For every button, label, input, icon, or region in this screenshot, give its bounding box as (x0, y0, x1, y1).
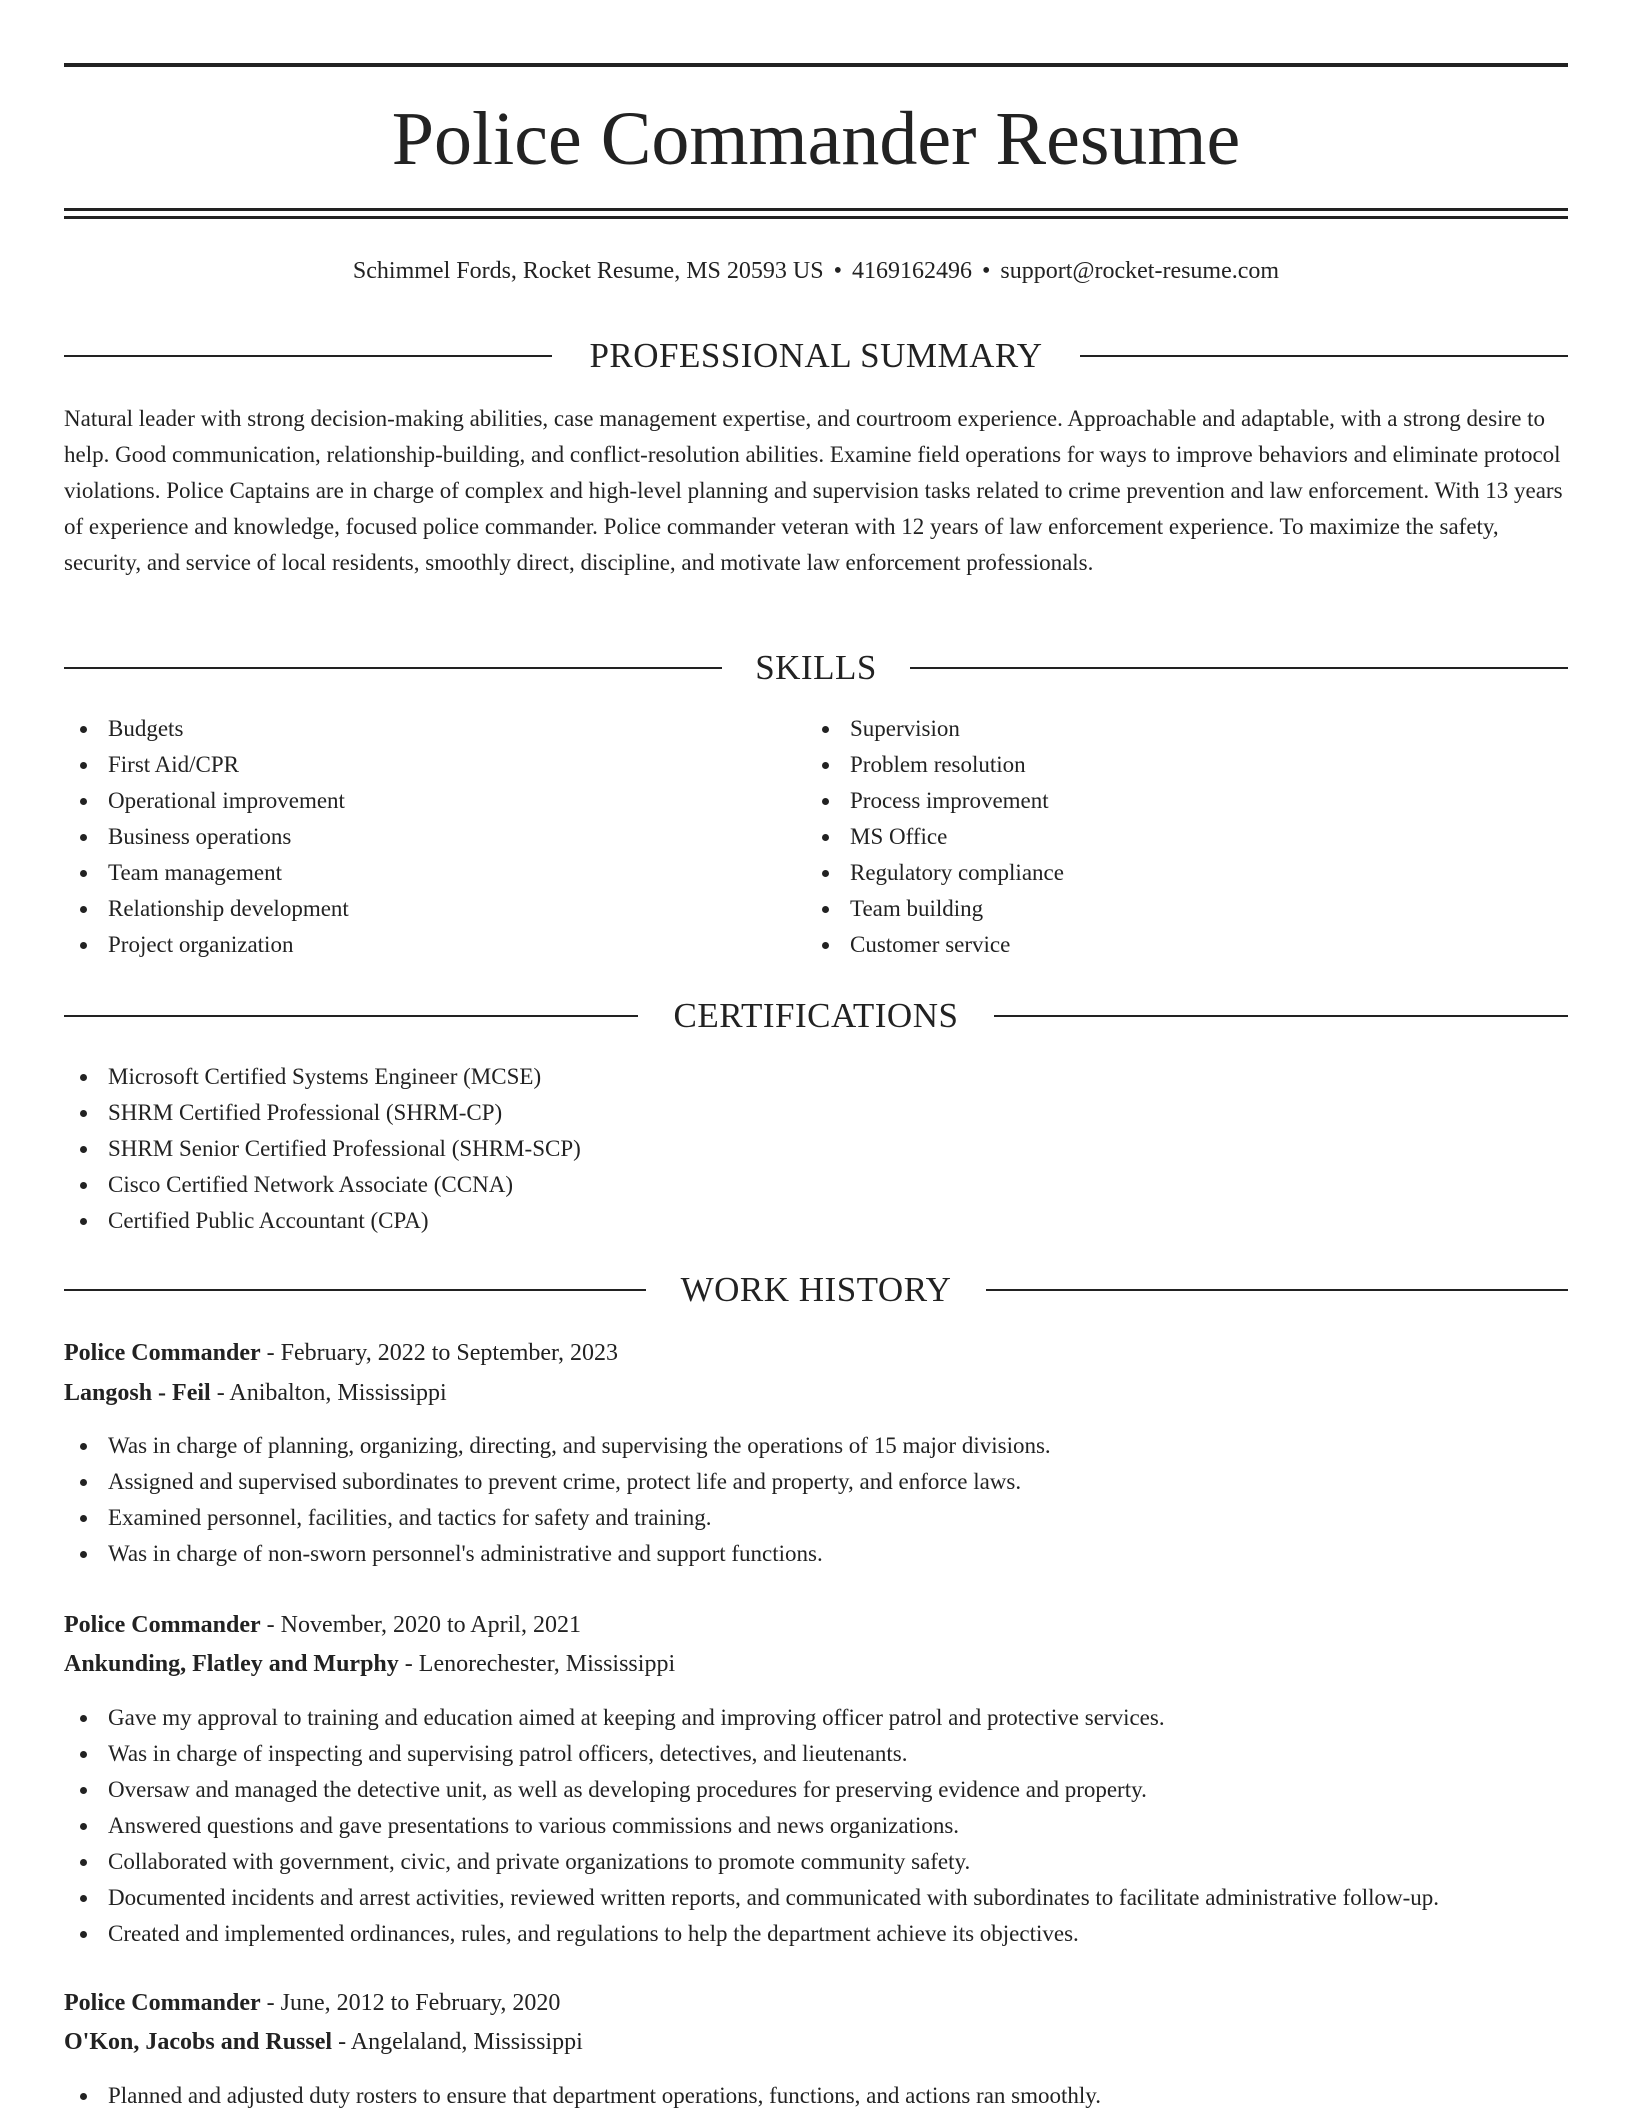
dash: - (260, 1612, 281, 1638)
job-company-line (64, 1647, 675, 1681)
job-bullet: Created and implemented ordinances, rules, and regulations to help the department achieve its objectives. (64, 1916, 1439, 1952)
job-bullet: Was in charge of inspecting and supervising patrol officers, detectives, and lieutenants. (64, 1736, 1439, 1772)
dash: - (398, 1651, 419, 1677)
job-dates: June, 2012 to February, 2020 (280, 1990, 561, 2016)
job-dates: November, 2020 to April, 2021 (280, 1612, 581, 1638)
job-bullet: Was in charge of planning, organizing, directing, and supervising the operations of 15 major divisions. (64, 1428, 1051, 1464)
summary-text: Natural leader with strong decision-making abilities, case management expertise, and courtroom experience. Approachable and adaptable, with a strong desire to help. Good communication, relationship-building, and conflict-resolution abilities. Examine field operations for ways to improve behaviors and eliminate protocol violations. Police Captains are in charge of complex and high-level planning and supervision tasks related to crime prevention and law enforcement. With 13 years of experience and knowledge, focused police commander. Police commander veteran with 12 years of law enforcement experience. To maximize the safety, security, and service of local residents, smoothly direct, discipline, and motivate law enforcement professionals. (64, 406, 1563, 575)
job-company-line (64, 1376, 447, 1410)
certification-item: Cisco Certified Network Associate (CCNA) (64, 1167, 581, 1203)
job-company: O'Kon, Jacobs and Russel (64, 2029, 333, 2055)
dash: - (332, 2029, 351, 2055)
job-company: Langosh - Feil (64, 1380, 211, 1406)
skills-heading: SKILLS (755, 648, 877, 687)
skill-item: MS Office (806, 819, 1064, 855)
title-double-rule-bottom (64, 216, 1568, 219)
skill-item: First Aid/CPR (64, 747, 349, 783)
work-history-section-header (64, 1268, 1568, 1312)
job-bullet: Documented incidents and arrest activities, reviewed written reports, and communicated with subordinates to facilitate administrative follow-up. (64, 1880, 1439, 1916)
job-title: Police Commander (64, 1990, 261, 2016)
job-bullets (64, 1700, 1439, 1952)
skill-item: Budgets (64, 711, 349, 747)
job-company: Ankunding, Flatley and Murphy (64, 1651, 399, 1677)
job-bullet: Assigned and supervised subordinates to prevent crime, protect life and property, and enforce laws. (64, 1464, 1051, 1500)
dash: - (210, 1380, 230, 1406)
job-bullet: Answered questions and gave presentations to various commissions and news organizations. (64, 1808, 1439, 1844)
title-double-rule-top (64, 208, 1568, 211)
certifications-heading: CERTIFICATIONS (673, 996, 959, 1035)
summary-heading: PROFESSIONAL SUMMARY (589, 336, 1043, 375)
skill-item: Problem resolution (806, 747, 1064, 783)
skill-item: Supervision (806, 711, 1064, 747)
skill-item: Relationship development (64, 891, 349, 927)
page-title: Police Commander Resume (391, 97, 1241, 181)
job-location: Angelaland, Mississippi (350, 2029, 583, 2055)
contact-line (64, 255, 1568, 287)
job-bullet: Was in charge of non-sworn personnel's administrative and support functions. (64, 1536, 1051, 1572)
job-company-line (64, 2025, 583, 2059)
summary-section-header (64, 334, 1568, 378)
job-title-line (64, 1608, 581, 1642)
skills-list-right (806, 711, 1064, 963)
skill-item: Business operations (64, 819, 349, 855)
skill-item: Customer service (806, 927, 1064, 963)
skills-section-header (64, 646, 1568, 690)
job-bullet: Collaborated with government, civic, and private organizations to promote community safety. (64, 1844, 1439, 1880)
certifications-list (64, 1059, 581, 1239)
job-bullet: Oversaw and managed the detective unit, as well as developing procedures for preserving evidence and property. (64, 1772, 1439, 1808)
skill-item: Project organization (64, 927, 349, 963)
dash: - (260, 1990, 281, 2016)
skill-item: Process improvement (806, 783, 1064, 819)
job-bullet: Gave my approval to training and education aimed at keeping and improving officer patrol and protective services. (64, 1700, 1439, 1736)
job-bullet: Planned and adjusted duty rosters to ensure that department operations, functions, and actions ran smoothly. (64, 2078, 1101, 2114)
job-dates: February, 2022 to September, 2023 (280, 1340, 619, 1366)
job-title: Police Commander (64, 1340, 261, 1366)
job-title: Police Commander (64, 1612, 261, 1638)
work-history-heading: WORK HISTORY (680, 1270, 952, 1309)
job-title-line (64, 1336, 618, 1370)
contact-separator: • (981, 258, 991, 284)
contact-address: Schimmel Fords, Rocket Resume, MS 20593 US (352, 258, 824, 284)
job-location: Anibalton, Mississippi (229, 1380, 447, 1406)
skill-item: Regulatory compliance (806, 855, 1064, 891)
skill-item: Team management (64, 855, 349, 891)
contact-separator: • (833, 258, 842, 284)
skill-item: Operational improvement (64, 783, 349, 819)
job-bullet: Examined personnel, facilities, and tactics for safety and training. (64, 1500, 1051, 1536)
certification-item: SHRM Senior Certified Professional (SHRM-SCP) (64, 1131, 581, 1167)
job-bullets (64, 1428, 1051, 1572)
job-bullets (64, 2078, 1101, 2114)
certification-item: Certified Public Accountant (CPA) (64, 1203, 581, 1239)
certification-item: Microsoft Certified Systems Engineer (MCSE) (64, 1059, 581, 1095)
certification-item: SHRM Certified Professional (SHRM-CP) (64, 1095, 581, 1131)
skills-list-left (64, 711, 349, 963)
skill-item: Team building (806, 891, 1064, 927)
contact-phone[interactable]: 4169162496 (851, 258, 972, 284)
dash: - (260, 1340, 281, 1366)
top-rule (64, 63, 1568, 67)
job-location: Lenorechester, Mississippi (418, 1651, 676, 1677)
contact-email[interactable]: support@rocket-resume.com (1000, 258, 1280, 284)
certifications-section-header (64, 994, 1568, 1038)
job-title-line (64, 1986, 560, 2020)
